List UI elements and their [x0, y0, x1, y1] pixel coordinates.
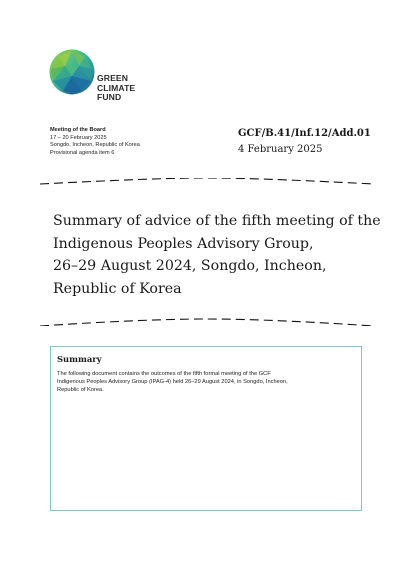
summary-heading: Summary [57, 354, 102, 364]
summary-box [50, 346, 362, 511]
meeting-info [50, 127, 140, 157]
gcf-logo [49, 49, 149, 111]
document-date: 4 February 2025 [238, 144, 323, 155]
bottom-divider [40, 318, 374, 326]
agenda-item: Provisional agenda item 6 [50, 149, 115, 156]
top-divider [40, 178, 374, 186]
document-reference [238, 126, 371, 158]
globe-icon [49, 49, 95, 95]
meeting-dates: 17 – 20 February 2025 [50, 134, 107, 141]
summary-text: The following document contains the outcomes of the fifth formal meeting of the GCF Indigenous Peoples Advisory Group (IPAG-4) held 26–29 August 2024, in Songdo, Incheon, Republic of Korea. [57, 371, 288, 394]
meeting-location: Songdo, Incheon, Republic of Korea [50, 142, 140, 149]
meeting-title: Meeting of the Board [50, 127, 106, 133]
document-code: GCF/B.41/Inf.12/Add.01 [238, 128, 371, 139]
logo-wordmark: GREEN CLIMATE FUND [97, 73, 136, 103]
document-title: Summary of advice of the fifth meeting of the Indigenous Peoples Advisory Group, 26–29 August 2024, Songdo, Incheon, Republic of Korea [53, 213, 381, 297]
